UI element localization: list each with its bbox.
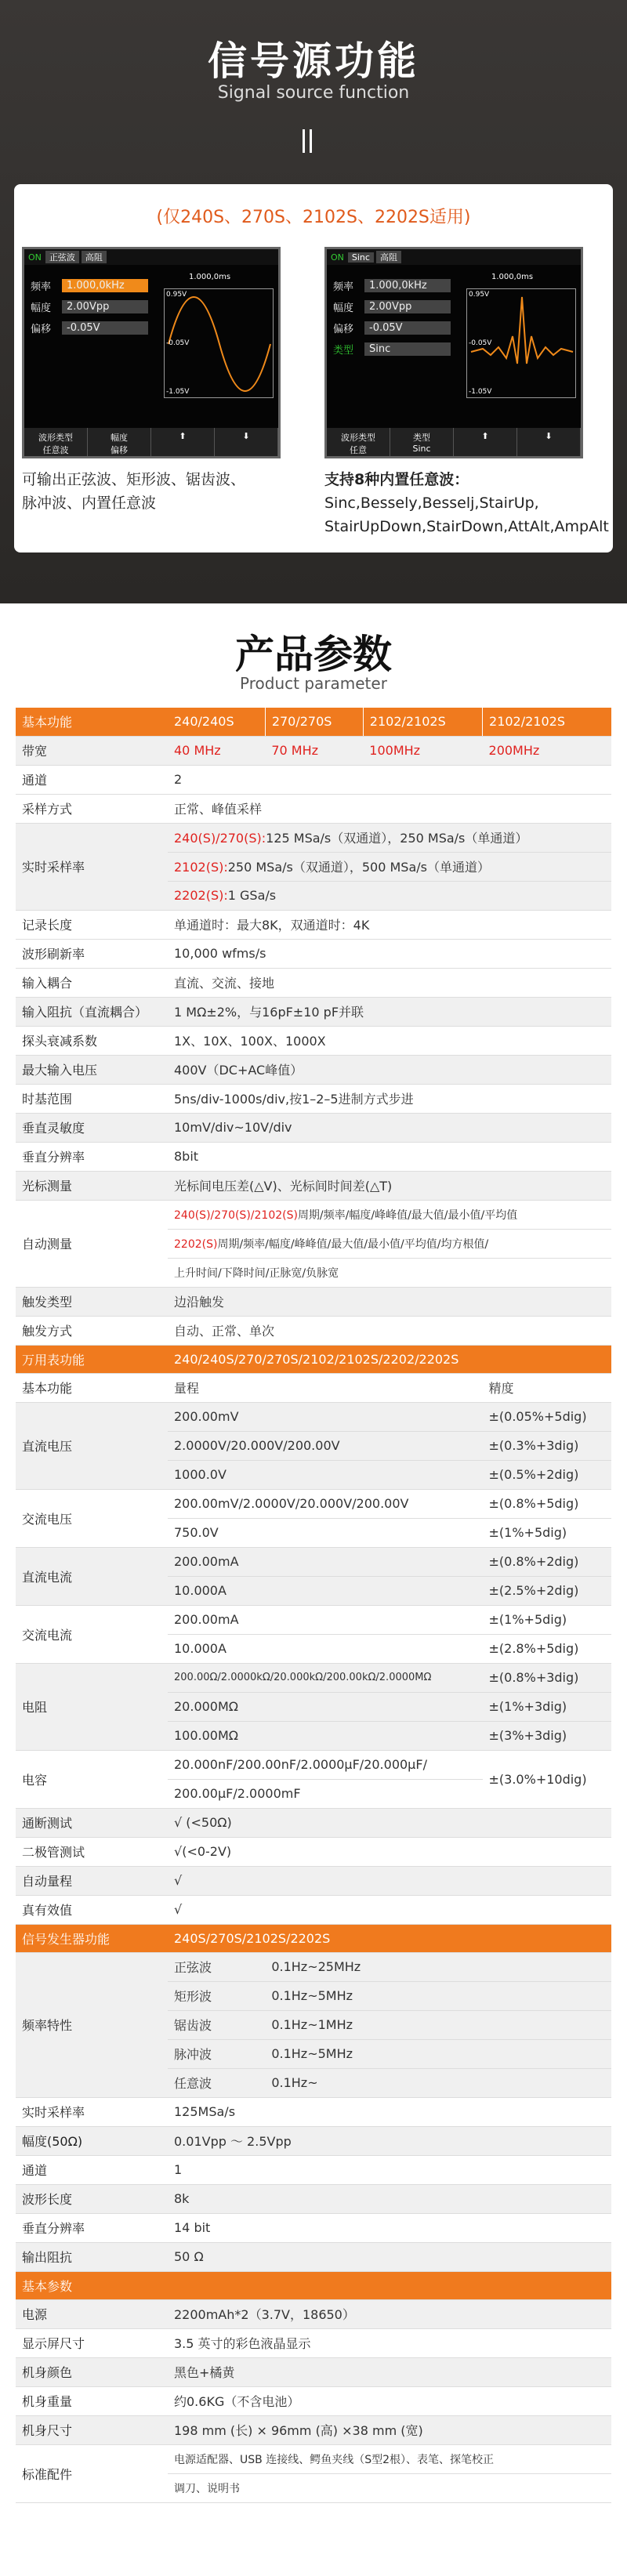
t-sgoi: 50 Ω xyxy=(168,2242,611,2271)
on-indicator: ON xyxy=(331,252,344,263)
type-value[interactable]: Sinc xyxy=(364,342,451,356)
t-bw1: 40 MHz xyxy=(168,736,265,765)
amp-label: 幅度 xyxy=(31,302,52,314)
offset-value[interactable]: -0.05V xyxy=(62,321,148,335)
t-sz: 198 mm (长) × 96mm (高) ×38 mm (宽) xyxy=(168,2415,611,2444)
t-rs3a: 2202(S): xyxy=(174,888,228,903)
t-sm: 正常、峰值采样 xyxy=(168,794,611,823)
wave-type-button[interactable]: 波形类型 任意波 xyxy=(24,428,88,456)
t-cap1: 20.000nF/200.00nF/2.0000μF/20.000μF/ xyxy=(168,1750,483,1779)
t-cont-k: 通断测试 xyxy=(16,1808,168,1837)
t-am1b: 周期/频率/幅度/峰峰值/最大值/最小值/平均值 xyxy=(297,1208,518,1222)
t-bw4: 200MHz xyxy=(483,736,611,765)
t-basic: 基本功能 xyxy=(16,708,168,736)
t-ii: 1 MΩ±2%，与16pF±10 pF并联 xyxy=(168,997,611,1026)
screen-right-amp-label: 幅度 xyxy=(333,302,354,314)
t-f5: 0.1Hz~ xyxy=(265,2068,611,2097)
t-sgvr: 14 bit xyxy=(168,2213,611,2242)
t-rs1a: 240(S)/270(S): xyxy=(174,831,266,846)
t-dcv2a: ±(0.3%+3dig) xyxy=(483,1431,611,1460)
up-arrow-icon[interactable]: ⬆ xyxy=(151,428,215,456)
t-sgch: 1 xyxy=(168,2155,611,2184)
t-cm-k: 光标测量 xyxy=(16,1171,168,1200)
t-cap2: 200.00μF/2.0000mF xyxy=(168,1779,483,1808)
t-acv2: 750.0V xyxy=(168,1518,483,1547)
t-true: √ xyxy=(168,1895,611,1924)
t-tb: 5ns/div-1000s/div,按1–2–5进制方式步进 xyxy=(168,1084,611,1113)
t-acv1: 200.00mV/2.0000V/20.000V/200.00V xyxy=(168,1489,483,1518)
t-ic-k: 输入耦合 xyxy=(16,968,168,997)
amp-value[interactable]: 2.00Vpp xyxy=(364,300,451,313)
wave-plot xyxy=(164,288,274,398)
t-acc1: 电源适配器、USB 连接线、鳄鱼夹线（S型2根）、表笔、探笔校正 xyxy=(168,2444,611,2473)
divider-bar xyxy=(303,129,305,153)
t-w5: 任意波 xyxy=(168,2068,265,2097)
t-sg-models: 240S/270S/2102S/2202S xyxy=(168,1924,611,1952)
t-rs2b: 250 MSa/s（双通道），500 MSa/s（单通道） xyxy=(227,860,490,875)
t-aca2: 10.000A xyxy=(168,1634,483,1663)
tab-wave[interactable]: 正弦波 xyxy=(45,251,79,263)
t-sm-k: 采样方式 xyxy=(16,794,168,823)
t-sgrs: 125MSa/s xyxy=(168,2097,611,2126)
t-sgrs-k: 实时采样率 xyxy=(16,2097,168,2126)
t-aca1: 200.00mA xyxy=(168,1605,483,1634)
t-acc-k: 标准配件 xyxy=(16,2444,168,2502)
t-m3: 2102/2102S xyxy=(363,708,482,736)
t-acv: 交流电压 xyxy=(16,1489,168,1547)
screen-right-off-label: 偏移 xyxy=(333,323,354,335)
t-sgoi-k: 输出阻抗 xyxy=(16,2242,168,2271)
t-vr: 8bit xyxy=(168,1142,611,1171)
t-sgvr-k: 垂直分辨率 xyxy=(16,2213,168,2242)
t-aca: 交流电流 xyxy=(16,1605,168,1663)
t-cm: 光标间电压差(△V)、光标间时间差(△T) xyxy=(168,1171,611,1200)
t-wt: 约0.6KG（不含电池） xyxy=(168,2386,611,2415)
t-cont: √ (<50Ω) xyxy=(168,1808,611,1837)
offset-value[interactable]: -0.05V xyxy=(364,321,451,335)
sine-caption: 可输出正弦波、矩形波、锯齿波、 脉冲波、内置任意波 xyxy=(22,471,246,512)
t-bw3: 100MHz xyxy=(363,736,482,765)
t-pa-k: 探头衰减系数 xyxy=(16,1026,168,1055)
t-sgwl: 8k xyxy=(168,2184,611,2213)
t-diode: √(<0-2V) xyxy=(168,1837,611,1866)
t-w3: 锯齿波 xyxy=(168,2010,265,2039)
t-res2: 20.000MΩ xyxy=(168,1692,483,1721)
t-dcv3a: ±(0.5%+2dig) xyxy=(483,1460,611,1489)
t-sgwl-k: 波形长度 xyxy=(16,2184,168,2213)
t-am2b: 周期/频率/幅度/峰峰值/最大值/最小值/平均值/均方根值/ xyxy=(217,1237,489,1251)
screen-right-time: 1.000,0ms xyxy=(491,273,534,281)
t-f1: 0.1Hz~25MHz xyxy=(265,1952,611,1981)
t-mv-k: 最大输入电压 xyxy=(16,1055,168,1084)
t-dca1: 200.00mA xyxy=(168,1547,483,1576)
t-rs-k: 实时采样率 xyxy=(16,823,168,910)
t-sgamp: 0.01Vpp ～ 2.5Vpp xyxy=(168,2126,611,2155)
screen-sinc xyxy=(324,247,583,458)
t-m4: 2102/2102S xyxy=(483,708,611,736)
amp-offset-button[interactable]: 幅度 偏移 xyxy=(88,428,151,456)
freq-value[interactable]: 1.000,0kHz xyxy=(62,279,148,292)
t-acc: 精度 xyxy=(483,1373,611,1402)
models-note: (仅240S、270S、2102S、2202S适用) xyxy=(156,208,471,227)
t-ds-k: 显示屏尺寸 xyxy=(16,2328,168,2357)
screen-sine xyxy=(22,247,281,458)
t-tt: 边沿触发 xyxy=(168,1287,611,1316)
amp-value[interactable]: 2.00Vpp xyxy=(62,300,148,313)
t-am-k: 自动测量 xyxy=(16,1200,168,1287)
t-pw: 2200mAh*2（3.7V，18650） xyxy=(168,2299,611,2328)
sinc-caption: Sinc,Bessely,Besselj,StairUp, StairUpDown,StairDown,AttAlt,AmpAlt xyxy=(324,495,609,535)
t-am1a: 240(S)/270(S)/2102(S) xyxy=(174,1208,298,1222)
t-dcv1a: ±(0.05%+5dig) xyxy=(483,1402,611,1431)
t-w4: 脉冲波 xyxy=(168,2039,265,2068)
t-range: 量程 xyxy=(168,1373,483,1402)
t-pw-k: 电源 xyxy=(16,2299,168,2328)
t-dcv1: 200.00mV xyxy=(168,1402,483,1431)
spec-table xyxy=(16,708,611,2503)
t-vr-k: 垂直分辨率 xyxy=(16,1142,168,1171)
screen-left-v2: -0.05V xyxy=(166,339,190,347)
screen-left-v1: 0.95V xyxy=(166,291,187,299)
on-indicator: ON xyxy=(28,252,42,263)
screen-right-freq-label: 频率 xyxy=(333,281,354,293)
t-wt-k: 机身重量 xyxy=(16,2386,168,2415)
screen-right-v1: 0.95V xyxy=(469,291,490,299)
screen-right-v2: -0.05V xyxy=(469,339,492,347)
t-ch-k: 通道 xyxy=(16,765,168,794)
params-title: 产品参数 xyxy=(235,632,392,677)
t-bw-k: 带宽 xyxy=(16,736,168,765)
t-sgamp-k: 幅度(50Ω) xyxy=(16,2126,168,2155)
t-res3a: ±(3%+3dig) xyxy=(483,1721,611,1750)
t-vs-k: 垂直灵敏度 xyxy=(16,1113,168,1142)
t-pa: 1X、10X、100X、1000X xyxy=(168,1026,611,1055)
t-tm: 自动、正常、单次 xyxy=(168,1316,611,1345)
wave-plot xyxy=(466,288,576,398)
t-am3: 上升时间/下降时间/正脉宽/负脉宽 xyxy=(168,1258,611,1287)
t-tm-k: 触发方式 xyxy=(16,1316,168,1345)
t-col: 黑色+橘黄 xyxy=(168,2357,611,2386)
tab-impedance[interactable]: 高阻 xyxy=(376,251,401,263)
t-wr: 10,000 wfms/s xyxy=(168,939,611,968)
t-true-k: 真有效值 xyxy=(16,1895,168,1924)
t-sg: 信号发生器功能 xyxy=(16,1924,168,1952)
divider-bar xyxy=(310,129,312,153)
t-mm-basic: 基本功能 xyxy=(16,1373,168,1402)
t-tb-k: 时基范围 xyxy=(16,1084,168,1113)
t-rl-k: 记录长度 xyxy=(16,910,168,939)
t-auto: √ xyxy=(168,1866,611,1895)
t-m2: 270/270S xyxy=(265,708,363,736)
t-tt-k: 触发类型 xyxy=(16,1287,168,1316)
t-acc2: 调刀、说明书 xyxy=(168,2473,611,2502)
t-am2a: 2202(S) xyxy=(174,1237,218,1251)
t-capa: ±(3.0%+10dig) xyxy=(483,1750,611,1808)
t-cap: 电容 xyxy=(16,1750,168,1808)
down-arrow-icon[interactable]: ⬇ xyxy=(215,428,278,456)
params-subtitle: Product parameter xyxy=(240,674,387,693)
tab-impedance[interactable]: 高阻 xyxy=(82,251,107,263)
t-f4: 0.1Hz~5MHz xyxy=(265,2039,611,2068)
t-ii-k: 输入阻抗（直流耦合） xyxy=(16,997,168,1026)
t-mv: 400V（DC+AC峰值） xyxy=(168,1055,611,1084)
offset-label: 偏移 xyxy=(31,323,52,335)
t-bw2: 70 MHz xyxy=(265,736,363,765)
tab-wave[interactable]: Sinc xyxy=(348,252,374,263)
t-res3: 100.00MΩ xyxy=(168,1721,483,1750)
t-dcv2: 2.0000V/20.000V/200.00V xyxy=(168,1431,483,1460)
t-f3: 0.1Hz~1MHz xyxy=(265,2010,611,2039)
hero-subtitle: Signal source function xyxy=(217,83,410,103)
t-aca2a: ±(2.8%+5dig) xyxy=(483,1634,611,1663)
up-arrow-icon[interactable]: ⬆ xyxy=(454,428,517,456)
down-arrow-icon[interactable]: ⬇ xyxy=(517,428,581,456)
t-res2a: ±(1%+3dig) xyxy=(483,1692,611,1721)
t-col-k: 机身颜色 xyxy=(16,2357,168,2386)
hero-title: 信号源功能 xyxy=(208,38,419,84)
t-dca2: 10.000A xyxy=(168,1576,483,1605)
t-auto-k: 自动量程 xyxy=(16,1866,168,1895)
t-acv2a: ±(1%+5dig) xyxy=(483,1518,611,1547)
t-w2: 矩形波 xyxy=(168,1981,265,2010)
t-w1: 正弦波 xyxy=(168,1952,265,1981)
t-vs: 10mV/div~10V/div xyxy=(168,1113,611,1142)
t-rl: 单通道时：最大8K，双通道时：4K xyxy=(168,910,611,939)
t-res1a: ±(0.8%+3dig) xyxy=(483,1663,611,1692)
t-wr-k: 波形刷新率 xyxy=(16,939,168,968)
t-rs2a: 2102(S): xyxy=(174,860,228,875)
freq-value[interactable]: 1.000,0kHz xyxy=(364,279,451,292)
t-ds: 3.5 英寸的彩色液晶显示 xyxy=(168,2328,611,2357)
t-fr-k: 频率特性 xyxy=(16,1952,168,2097)
t-diode-k: 二极管测试 xyxy=(16,1837,168,1866)
t-ch: 2 xyxy=(168,765,611,794)
hero-section xyxy=(0,0,627,603)
t-res: 电阻 xyxy=(16,1663,168,1750)
type-button[interactable]: 类型 Sinc xyxy=(390,428,454,456)
t-aca1a: ±(1%+5dig) xyxy=(483,1605,611,1634)
time-label: 1.000,0ms xyxy=(189,273,231,281)
wave-type-button[interactable]: 波形类型 任意 xyxy=(327,428,390,456)
t-ic: 直流、交流、接地 xyxy=(168,968,611,997)
t-sz-k: 机身尺寸 xyxy=(16,2415,168,2444)
t-sgch-k: 通道 xyxy=(16,2155,168,2184)
t-dca: 直流电流 xyxy=(16,1547,168,1605)
t-f2: 0.1Hz~5MHz xyxy=(265,1981,611,2010)
t-dcv3: 1000.0V xyxy=(168,1460,483,1489)
signal-card xyxy=(14,184,613,553)
t-rs3b: 1 GSa/s xyxy=(227,888,277,903)
t-dca1a: ±(0.8%+2dig) xyxy=(483,1547,611,1576)
t-res1: 200.00Ω/2.0000kΩ/20.000kΩ/200.00kΩ/2.0000MΩ xyxy=(168,1663,483,1692)
t-acv1a: ±(0.8%+5dig) xyxy=(483,1489,611,1518)
t-mm-models: 240/240S/270/270S/2102/2102S/2202/2202S xyxy=(168,1345,611,1373)
t-dca2a: ±(2.5%+2dig) xyxy=(483,1576,611,1605)
t-m1: 240/240S xyxy=(168,708,265,736)
freq-label: 频率 xyxy=(31,281,52,293)
t-mm: 万用表功能 xyxy=(16,1345,168,1373)
t-rs1b: 125 MSa/s（双通道），250 MSa/s（单通道） xyxy=(266,831,528,846)
screen-right-type-label: 类型 xyxy=(333,344,354,357)
sinc-caption-title: 支持8种内置任意波： xyxy=(324,471,469,488)
t-bp: 基本参数 xyxy=(16,2271,611,2299)
screen-left-v3: -1.05V xyxy=(166,388,190,396)
screen-right-v3: -1.05V xyxy=(469,388,492,396)
t-dcv: 直流电压 xyxy=(16,1402,168,1489)
